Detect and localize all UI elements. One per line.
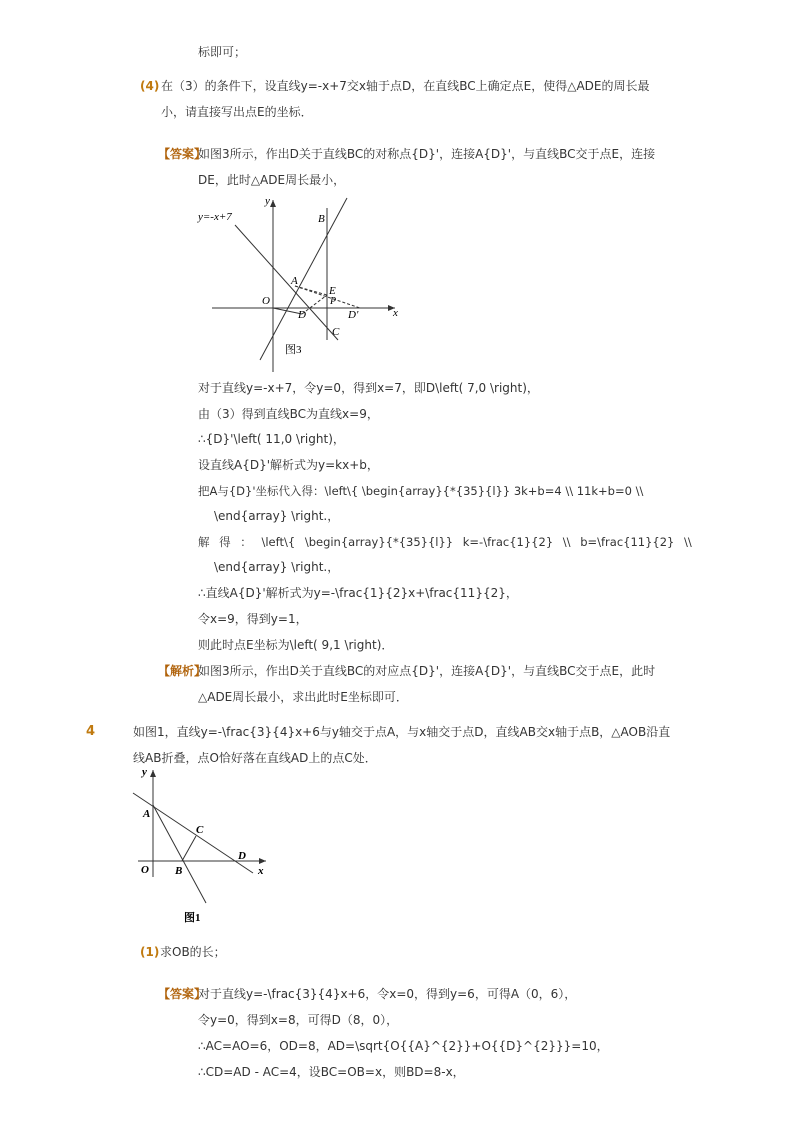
problem-number: 4 (86, 724, 96, 739)
x-axis-arrow (259, 858, 266, 864)
line-y-neg-x-plus-7 (235, 225, 338, 340)
work-line: \end{array} \right.， (214, 560, 340, 574)
answer-tag: 【答案】 (158, 147, 207, 161)
label-y-axis: y (142, 766, 147, 778)
work-line: 令x=9，得到y=1， (198, 612, 308, 626)
label-y-axis: y (265, 195, 270, 207)
label-point-a: A (291, 275, 298, 287)
answer-text-line: ∴CD=AD - AC=4，设BC=OB=x，则BD=8-x， (198, 1065, 465, 1079)
label-point-e: E (329, 285, 336, 297)
problem-text-line: 线AB折叠，点O恰好落在直线AD上的点C处． (133, 751, 377, 765)
figure-3 (190, 190, 420, 375)
y-axis-arrow (270, 200, 276, 207)
label-point-c: C (196, 824, 204, 836)
work-line: 对于直线y=-x+7，令y=0，得到x=7，即D\left( 7,0 \right)， (198, 381, 539, 395)
figure-1 (128, 765, 278, 925)
label-point-b: B (318, 213, 325, 225)
label-point-d: D (298, 309, 306, 321)
answer-text-line: 令y=0，得到x=8，可得D（8，0）， (198, 1013, 399, 1027)
figure-caption: 图3 (285, 344, 302, 356)
label-point-a: A (143, 808, 151, 820)
work-line: \end{array} \right.， (214, 509, 340, 523)
question-text-line: 小，请直接写出点E的坐标． (161, 105, 313, 119)
answer-text-line: DE，此时△ADE周长最小， (198, 173, 346, 187)
work-line: 设直线A{D}'解析式为y=kx+b， (198, 458, 379, 472)
label-x-axis: x (393, 307, 398, 319)
label-point-d: D (238, 850, 246, 862)
figure-caption: 图1 (184, 912, 201, 924)
label-line-eq: y=-x+7 (198, 211, 232, 223)
label-point-c: C (332, 326, 340, 338)
label-point-p: P (330, 296, 337, 307)
answer-tag: 【答案】 (158, 987, 207, 1001)
work-line: 把A与{D}'坐标代入得：\left\{ \begin{array}{*{35}{l}} 3k+b=4 \\ 11k+b=0 \\ (198, 484, 644, 498)
work-line: ∴直线A{D}'解析式为y=-\frac{1}{2}x+\frac{11}{2}， (198, 586, 518, 600)
work-line: 则此时点E坐标为\left( 9,1 \right)． (198, 638, 394, 652)
segment-ae-dashed (295, 286, 327, 295)
answer-text-line: 对于直线y=-\frac{3}{4}x+6，令x=0，得到y=6，可得A（0，6）， (198, 987, 577, 1001)
label-x-axis: x (258, 865, 264, 877)
problem-text-line: 如图1，直线y=-\frac{3}{4}x+6与y轴交于点A，与x轴交于点D，直线AB交x轴于点B，△AOB沿直 (133, 725, 671, 739)
analysis-text-line: 如图3所示，作出D关于直线BC的对应点{D}'，连接A{D}'，与直线BC交于点E，此时 (198, 664, 656, 678)
analysis-text-line: △ADE周长最小，求出此时E坐标即可． (198, 690, 408, 704)
work-line: ∴{D}'\left( 11,0 \right)， (198, 432, 345, 446)
analysis-tag: 【解析】 (158, 664, 207, 678)
continued-text: 标即可； (198, 45, 247, 59)
y-axis-arrow (150, 770, 156, 777)
question-text-line: 在（3）的条件下，设直线y=-x+7交x轴于点D，在直线BC上确定点E，使得△ADE的周长最 (161, 79, 650, 93)
answer-text-line: 如图3所示，作出D关于直线BC的对称点{D}'，连接A{D}'，与直线BC交于点E，连接 (198, 147, 656, 161)
segment-bc (182, 836, 196, 861)
subquestion-number: (1) (140, 945, 160, 959)
work-line: 解 得 ： \left\{ \begin{array}{*{35}{l}} k=-\frac{1}{2} \\ b=\frac{11}{2} \\ (198, 535, 692, 549)
label-point-b: B (175, 865, 183, 877)
subquestion-text: 求OB的长； (160, 945, 226, 959)
label-point-o: O (141, 864, 149, 876)
line-ab (153, 805, 206, 903)
work-line: 由（3）得到直线BC为直线x=9， (198, 407, 379, 421)
question-number: (4) (140, 79, 160, 93)
label-point-o: O (262, 295, 270, 307)
answer-text-line: ∴AC=AO=6，OD=8，AD=\sqrt{O{{A}^{2}}+O{{D}^{2}}}=10， (198, 1039, 609, 1053)
label-point-d-prime: D' (348, 309, 359, 321)
